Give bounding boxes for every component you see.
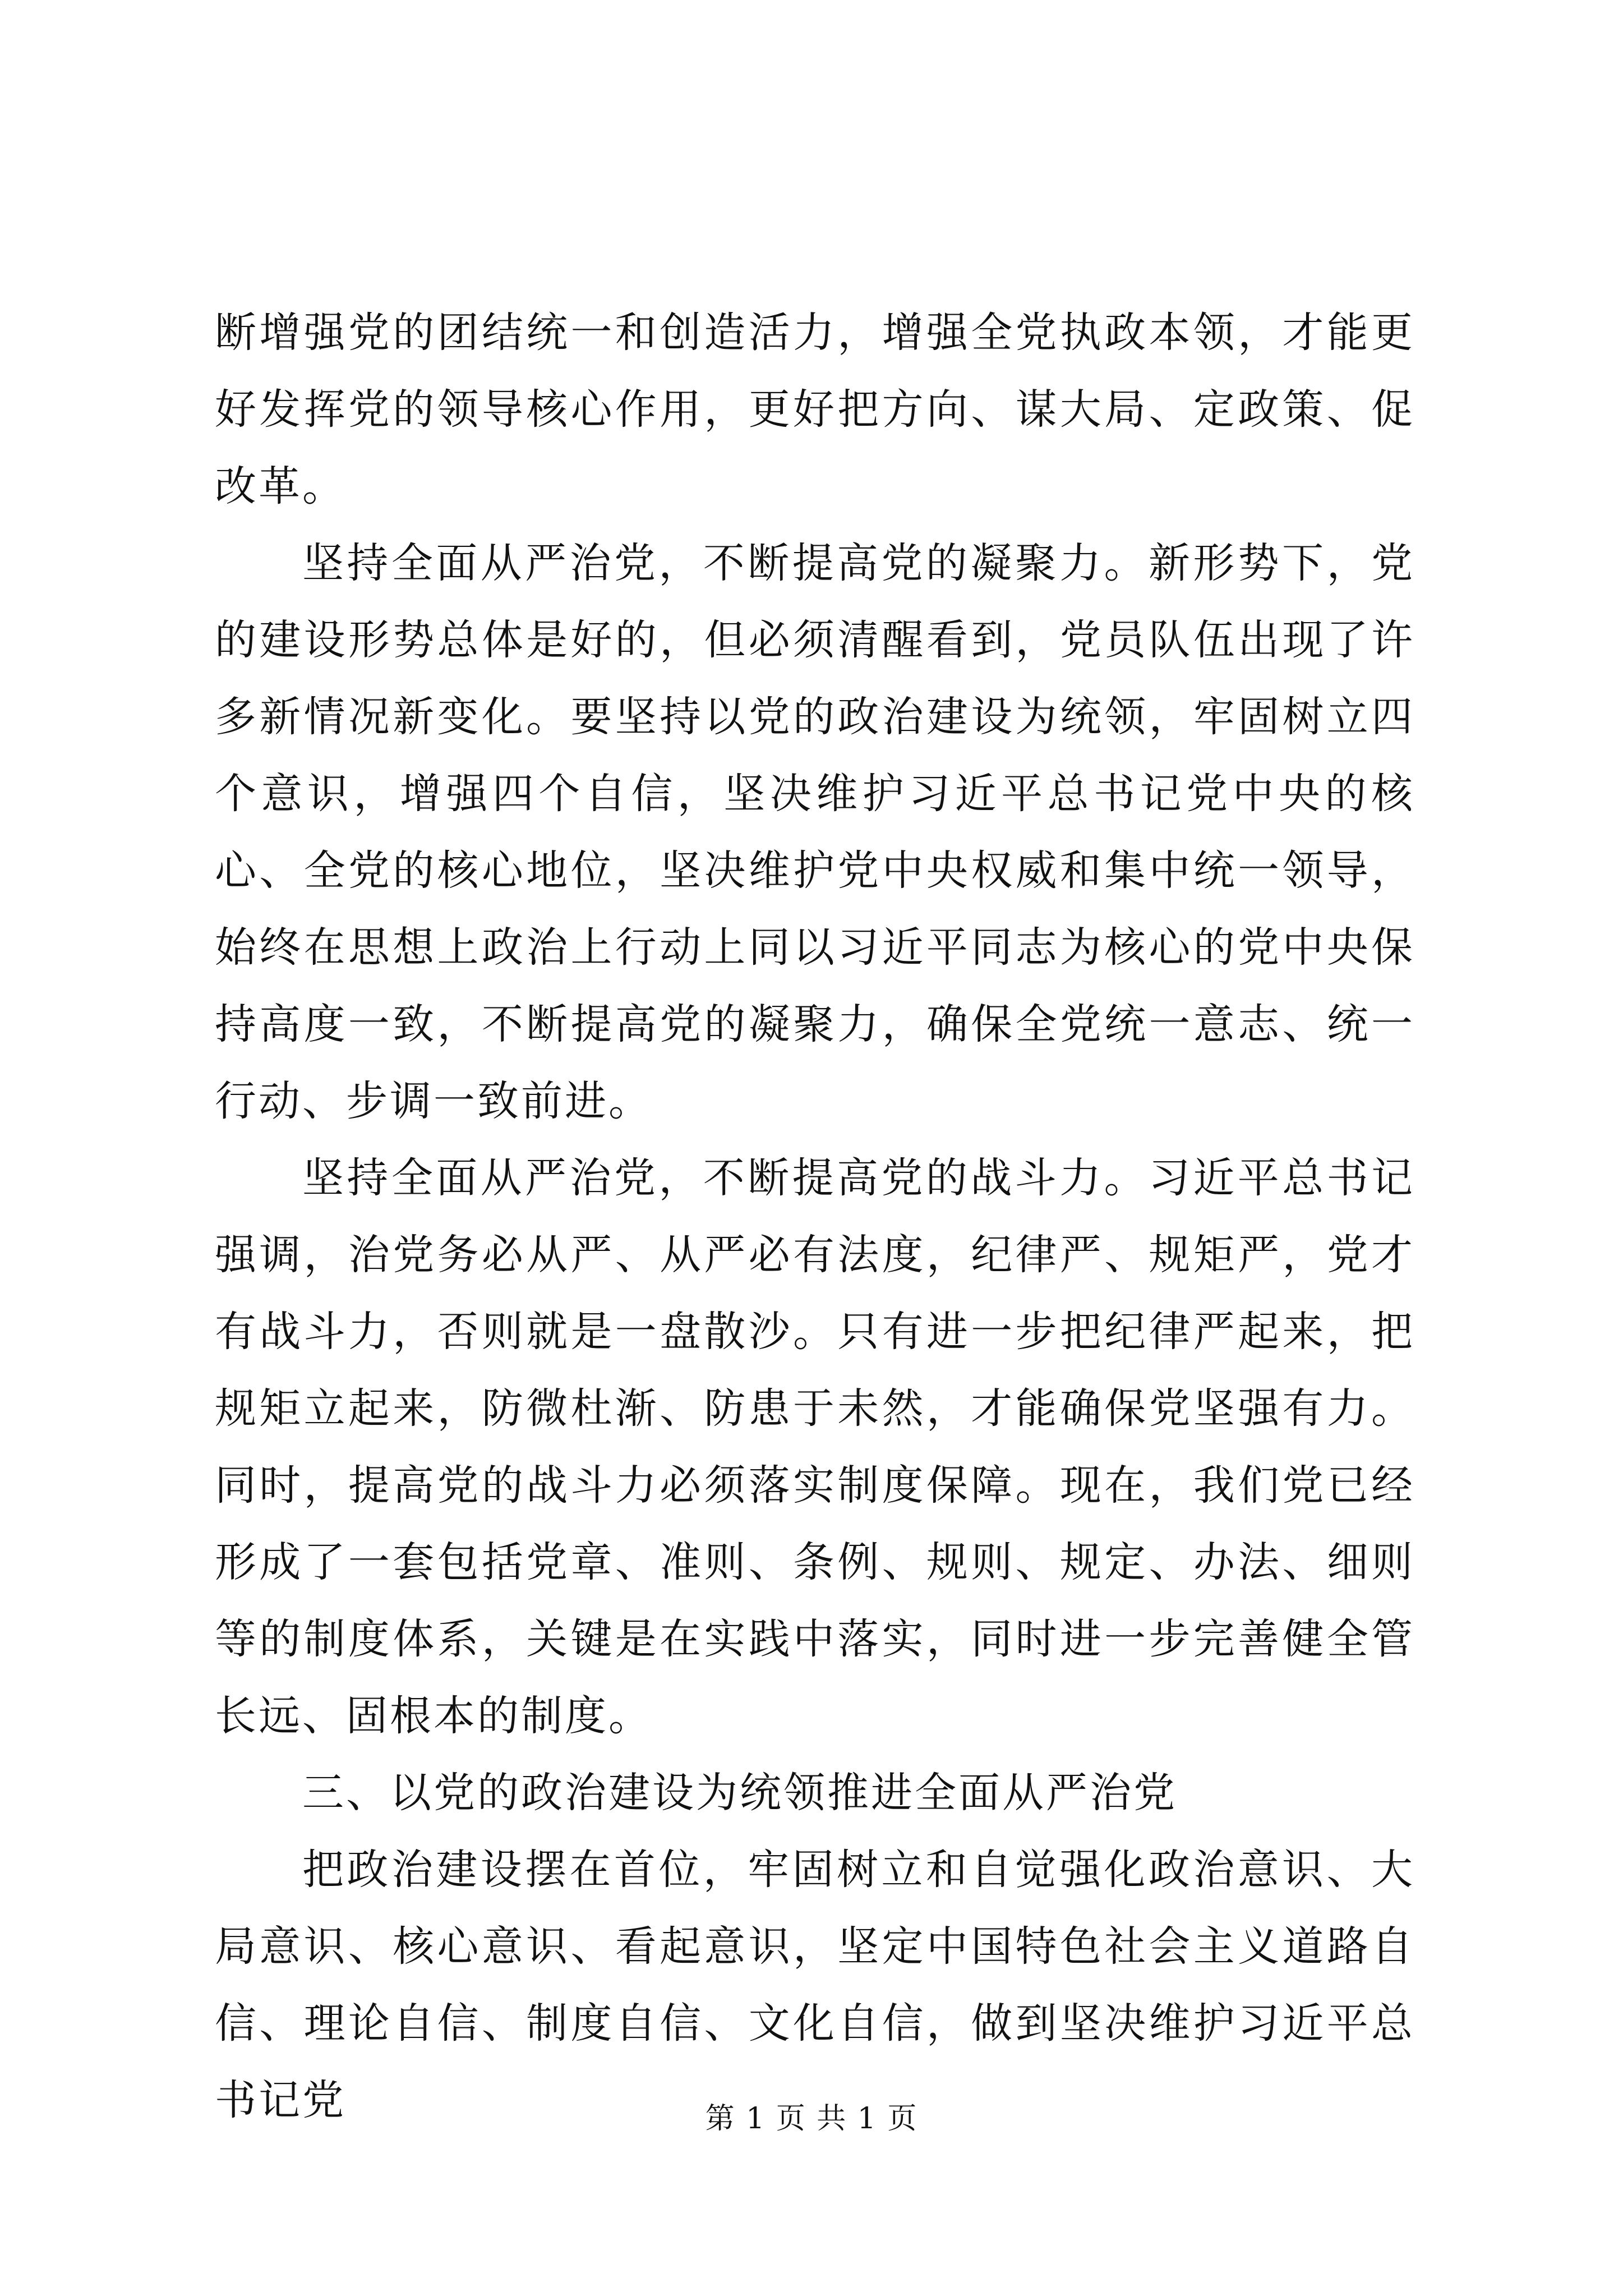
paragraph-4: 把政治建设摆在首位，牢固树立和自觉强化政治意识、大局意识、核心意识、看起意识，坚定中国特色社会主义道路自信、理论自信、制度自信、文化自信，做到坚决维护习近平总书记党	[215, 1846, 1415, 2124]
paragraph-1: 断增强党的团结统一和创造活力，增强全党执政本领，才能更好发挥党的领导核心作用，更好把方向、谋大局、定政策、促改革。	[215, 309, 1415, 510]
paragraph-3: 坚持全面从严治党，不断提高党的战斗力。习近平总书记强调，治党务必从严、从严必有法度，纪律严、规矩严，党才有战斗力，否则就是一盘散沙。只有进一步把纪律严起来，把规矩立起来，防微杜渐、防患于未然，才能确保党坚强有力。同时，提高党的战斗力必须落实制度保障。现在，我们党已经形成了一套包括党章、准则、条例、规则、规定、办法、细则等的制度体系，关键是在实践中落实，同时进一步完善健全管长远、固根本的制度。	[215, 1154, 1415, 1740]
section-heading: 三、以党的政治建设为统领推进全面从严治党	[302, 1769, 1177, 1817]
paragraph-2: 坚持全面从严治党，不断提高党的凝聚力。新形势下，党的建设形势总体是好的，但必须清醒看到，党员队伍出现了许多新情况新变化。要坚持以党的政治建设为统领，牢固树立四个意识，增强四个自信，坚决维护习近平总书记党中央的核心、全党的核心地位，坚决维护党中央权威和集中统一领导，始终在思想上政治上行动上同以习近平同志为核心的党中央保持高度一致，不断提高党的凝聚力，确保全党统一意志、统一行动、步调一致前进。	[215, 539, 1415, 1125]
document-body	[215, 295, 1415, 2139]
page-footer: 第 1 页 共 1 页	[705, 2102, 918, 2136]
